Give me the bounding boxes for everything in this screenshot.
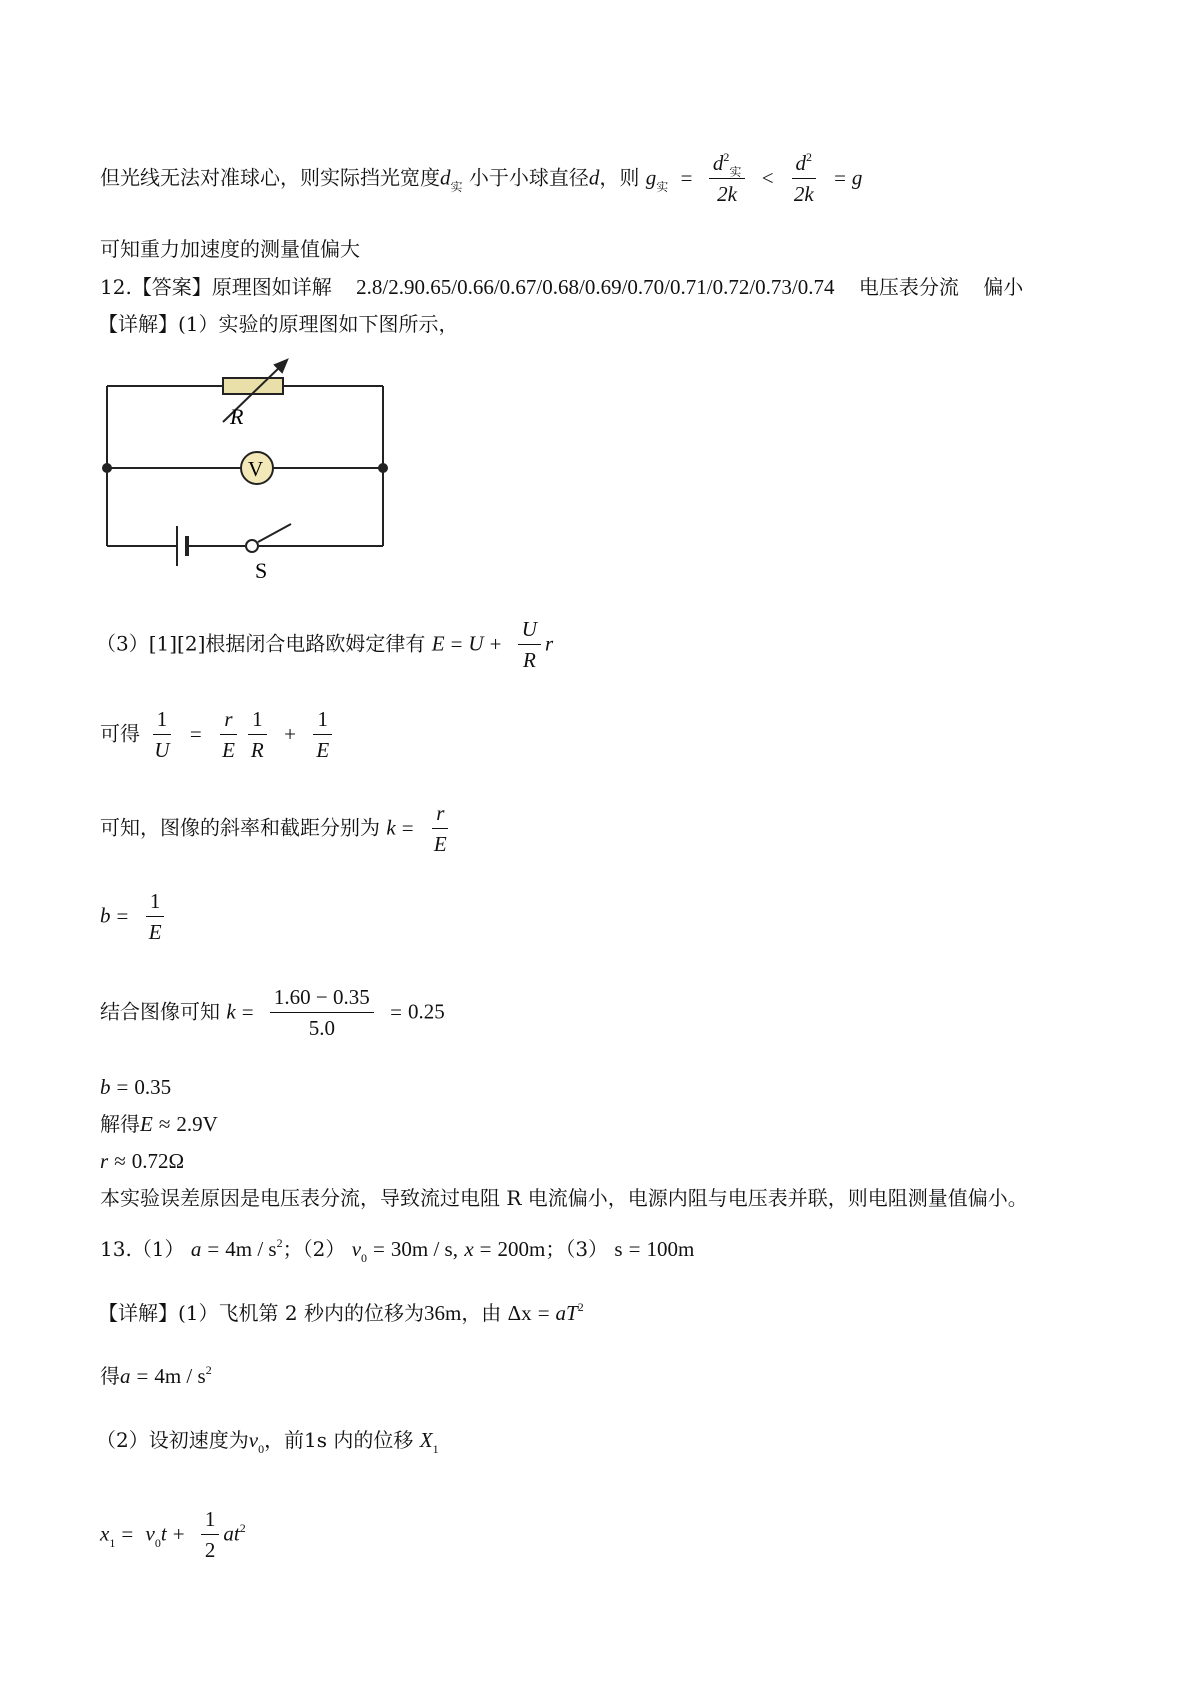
line-gshi-derivation: 但光线无法对准球心，则实际挡光宽度$d_实$ 小于小球直径d，则 $g_实$ = $\frac{d^2_实}{2k}$ < $\frac{d^2}{2k}$ = g	[100, 150, 863, 207]
label-V: V	[248, 457, 264, 481]
b-value-line: b = 0.35	[100, 1075, 172, 1099]
fraction-r-over-E: $\frac{r}{E}$	[222, 707, 235, 763]
line1-text-b: 小于小球直径	[468, 165, 589, 190]
step2-line: （2）设初速度为$v_0$，前1s 内的位移 $X_1$	[96, 1428, 439, 1456]
r-result-line: r ≈ 0.72Ω	[100, 1149, 185, 1173]
fraction-U-over-R: $\frac{U}{R}$	[518, 618, 541, 672]
x1-formula-line: $x_1 = v_0t$ + $\frac{1}{2}$ $at^2$	[100, 1507, 246, 1563]
label-S: S	[255, 558, 268, 583]
junction-right	[378, 463, 388, 473]
label-R: R	[230, 404, 244, 429]
fraction-k-value: $\frac{1.60 - 0.35}{5.0}$	[270, 986, 374, 1040]
line1-text-c: ，则	[599, 165, 640, 190]
junction-left	[102, 463, 112, 473]
q13-number: 13.	[100, 1237, 132, 1261]
q12-values: 2.8/2.90.65/0.66/0.67/0.68/0.69/0.70/0.71/0.72/0.73/0.74	[356, 275, 835, 299]
answer-tag: 【答案】	[131, 275, 212, 299]
fraction-k: $\frac{r}{E}$	[433, 801, 447, 857]
k-calc-line: 结合图像可知 k = $\frac{1.60 - 0.35}{5.0}$ = 0.25	[100, 985, 445, 1041]
d-symbol: d	[440, 165, 451, 190]
fraction-d2-over-2k: $\frac{d^2}{2k}$	[790, 152, 818, 206]
step3-line: （3）[1][2]根据闭合电路欧姆定律有 E = U + $\frac{U}{R}$ r	[96, 617, 554, 673]
circuit-diagram	[95, 350, 395, 590]
battery-icon	[177, 526, 187, 566]
a-result-line: 得$a = 4m / s^2$	[100, 1363, 212, 1388]
shi-subscript: 实	[450, 179, 463, 194]
q13-answer-line: 13.（1） $a = 4m / s^2$；（2） $v_0 = 30m / s$, x = 200m；（3） s = 100m	[100, 1236, 695, 1265]
fraction-1-over-R: $\frac{1}{R}$	[247, 708, 268, 762]
switch-icon	[246, 524, 291, 552]
q12-answer-line: 12.【答案】原理图如详解 2.8/2.90.65/0.66/0.67/0.68/0.69/0.70/0.71/0.72/0.73/0.74 电压表分流 偏小	[100, 275, 1024, 299]
q12-detail-heading: 【详解】(1）实验的原理图如下图所示，	[98, 312, 459, 336]
conclusion-line: 可知重力加速度的测量值偏大	[100, 237, 360, 261]
slope-line: 可知，图像的斜率和截距分别为 k = $\frac{r}{E}$	[100, 802, 455, 856]
fraction-b: $\frac{1}{E}$	[145, 890, 166, 944]
fraction-half: $\frac{1}{2}$	[201, 1508, 220, 1562]
error-analysis-line: 本实验误差原因是电压表分流，导致流过电阻 R 电流偏小，电源内阻与电压表并联，则电阻测量值偏小。	[100, 1186, 1028, 1210]
fraction-dshi2-over-2k: $\frac{d^2_实}{2k}$	[709, 152, 746, 206]
E-result-line: 解得E ≈ 2.9V	[100, 1112, 218, 1136]
q13-detail-line: 【详解】(1）飞机第 2 秒内的位移为36m，由 $\Delta x = aT^2$	[98, 1300, 584, 1325]
fraction-1-over-U: $\frac{1}{U}$	[154, 707, 170, 763]
fraction-1-over-E: $\frac{1}{E}$	[312, 708, 333, 762]
resistor-icon	[223, 378, 283, 394]
line1-text-a: 但光线无法对准球心，则实际挡光宽度	[100, 165, 440, 190]
q12-number: 12.	[100, 275, 132, 299]
intercept-line: b = $\frac{1}{E}$	[100, 890, 170, 944]
kede-line: 可得 $\frac{1}{U}$ = $\frac{r}{E}$ $\frac{1}{R}$ + $\frac{1}{E}$	[100, 708, 337, 762]
